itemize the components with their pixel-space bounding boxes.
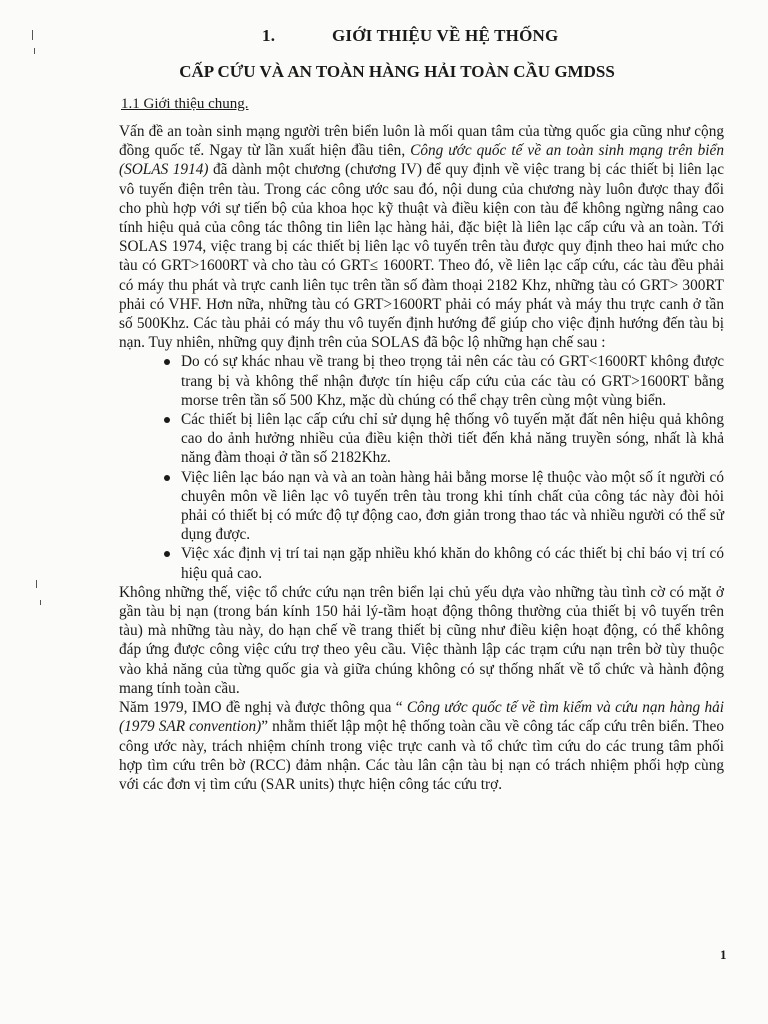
bullet-icon <box>164 417 170 423</box>
list-item <box>181 410 724 468</box>
paragraph-1-text-b: đã dành một chương (chương IV) để quy định về việc trang bị các thiết bị liên lạc vô tuyến điện trên tàu. Trong các công ước sau đó, nội dung của chương này luôn được thay đổi cho phù hợp với sự tiến bộ của khoa học kỹ thuật và điều kiện con tàu để không ngừng nâng cao tính hiệu quả của công tác thông tin liên lạc hàng hải, đặc biệt là liên lạc cấp cứu và an toàn. Tới SOLAS 1974, việc trang bị các thiết bị liên lạc vô tuyến trên tàu được quy định theo hai mức cho tàu có GRT>1600RT và cho tàu có GRT≤ 1600RT. Theo đó, về liên lạc cấp cứu, các tàu đều phải có máy thu phát và trực canh liên tục trên tần số đàm thoại 2182 Khz, những tàu có GRT> 300RT phải có VHF. Hơn nữa, những tàu có GRT>1600RT phải có máy phát và máy thu trực canh ở tần số 500Khz. Các tàu phải có máy thu vô tuyến định hướng để giúp cho việc định hướng đến tàu bị nạn. Tuy nhiên, những quy định trên của SOLAS đã bộc lộ những hạn chế sau : <box>119 161 724 352</box>
chapter-number: 1. <box>262 26 276 45</box>
paragraph-3-italic: Công ước quốc tế về tìm kiếm và cứu nạn hàng hải (1979 SAR convention) <box>119 699 725 736</box>
bullet-icon <box>164 359 170 365</box>
paragraph-3 <box>119 698 724 794</box>
limitations-list <box>119 352 724 582</box>
list-item-text: Các thiết bị liên lạc cấp cứu chỉ sử dụng hệ thống vô tuyến mặt đất nên hiệu quả không cao do ảnh hưởng nhiều của điều kiện thời tiết đến khả năng truyền sóng, nhất là khả năng đàm thoại ở tần số 2182Khz. <box>181 411 724 467</box>
chapter-title-line1: GIỚI THIỆU VỀ HỆ THỐNG <box>332 26 559 45</box>
paragraph-1-italic: Công ước quốc tế về an toàn sinh mạng trên biển (SOLAS 1914) <box>119 142 724 179</box>
body-text <box>119 122 724 794</box>
chapter-title-line2: CẤP CỨU VÀ AN TOÀN HÀNG HẢI TOÀN CẦU GMDSS <box>179 62 615 81</box>
list-item-text: Việc xác định vị trí tai nạn gặp nhiều khó khăn do không có các thiết bị chỉ báo vị trí có hiệu quả cao. <box>181 545 724 582</box>
list-item <box>181 352 724 410</box>
paragraph-2: Không những thế, việc tổ chức cứu nạn trên biển lại chủ yếu dựa vào những tàu tình cờ có mặt ở gần tàu bị nạn (trong bán kính 150 hải lý-tầm hoạt động thông thường của thiết bị vô tuyến trên tàu) mà những tàu này, do hạn chế về trang thiết bị cũng như điều kiện hoạt động, có thể không đáp ứng được công việc cứu trợ theo yêu cầu. Việc thành lập các trạm cứu nạn trên bờ tùy thuộc vào khả năng của từng quốc gia và giữa chúng không có sự thống nhất về tổ chức và hành động mang tính toàn cầu. <box>119 583 724 697</box>
paragraph-3-text-b: ” nhằm thiết lập một hệ thống toàn cầu về công tác cấp cứu trên biển. Theo công ước này, trách nhiệm chính trong việc trực canh và tổ chức tìm cứu do các trung tâm phối hợp tìm cứu trên bờ (RCC) đảm nhận. Các tàu lân cận tàu bị nạn có trách nhiệm phối hợp cùng với các đơn vị tìm cứu (SAR units) thực hiện công tác cứu trợ. <box>119 718 724 793</box>
list-item <box>181 544 724 582</box>
section-title: 1.1 Giới thiệu chung. <box>121 96 249 112</box>
paragraph-1-text-a: Vấn đề an toàn sinh mạng người trên biển luôn là mối quan tâm của từng quốc gia cũng như cộng đồng quốc tế. Ngay từ lần xuất hiện đầu tiên, <box>119 123 724 160</box>
scan-mark <box>40 600 41 605</box>
list-item <box>181 468 724 545</box>
page-number: 1 <box>720 947 727 962</box>
scan-mark <box>34 48 35 54</box>
paragraph-3-text-a: Năm 1979, IMO đề nghị và được thông qua “ <box>119 699 407 717</box>
scan-mark <box>32 30 33 40</box>
scan-mark <box>36 580 37 588</box>
bullet-icon <box>164 475 170 481</box>
paragraph-1 <box>119 122 724 352</box>
list-item-text: Việc liên lạc báo nạn và và an toàn hàng hải bằng morse lệ thuộc vào một số ít người có chuyên môn về liên lạc vô tuyến trên tàu trong khi tính chất của công tác này đòi hỏi phải có thiết bị có mức độ tự động cao, đơn giản trong thao tác và nhiều người có thể sử dụng được. <box>181 468 724 544</box>
list-item-text: Do có sự khác nhau về trang bị theo trọng tải nên các tàu có GRT<1600RT không được trang bị và không thể nhận được tín hiệu cấp cứu của các tàu có GRT>1600RT bằng morse trên tần số 500 Khz, mặc dù chúng có thể chạy trên cùng một vùng biển. <box>181 353 724 409</box>
bullet-icon <box>164 551 170 557</box>
